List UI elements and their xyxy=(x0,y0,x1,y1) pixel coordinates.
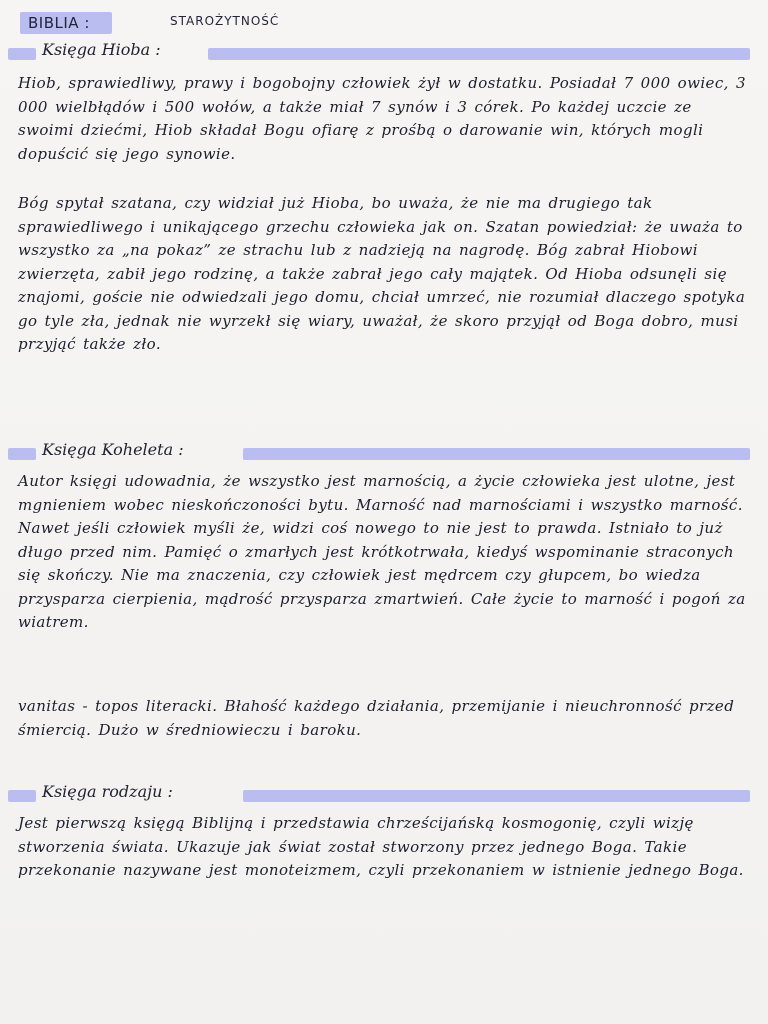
paragraph: Autor księgi udowadnia, że wszystko jest marnością, a życie człowieka jest ulotne, jest mgnieniem wobec nieskończoności bytu. Marność nad marnościami i wszystko marność. Nawet jeśli człowiek myśli że, widzi coś nowego to nie jest to prawda. Istniało to już długo przed nim. Pamięć o zmarłych jest krótkotrwała, kiedyś wspominanie straconych się skończy. Nie ma znaczenia, czy człowiek jest mędrcem czy głupcem, bo wiedza przysparza cierpienia, mądrość przysparza zmartwień. Całe życie to marność i pogoń za wiatrem. xyxy=(18,472,746,631)
section-head-rodzaju xyxy=(8,782,750,806)
section-marker xyxy=(8,448,36,460)
section-head-hiob xyxy=(8,40,750,64)
paragraph: vanitas - topos literacki. Błahość każdego działania, przemijanie i nieuchronność przed śmiercią. Dużo w średniowieczu i baroku. xyxy=(18,697,735,739)
section-marker xyxy=(8,790,36,802)
section-title: Księga Koheleta : xyxy=(42,440,184,459)
header-title-highlight xyxy=(20,12,112,34)
section-rule xyxy=(243,448,750,460)
header-subtitle: STAROŻYTNOŚĆ xyxy=(170,14,280,28)
paragraph: Jest pierwszą księgą Biblijną i przedstawia chrześcijańską kosmogonię, czyli wizję stworzenia świata. Ukazuje jak świat został stworzony przez jednego Boga. Takie przekonanie nazywane jest monoteizmem, czyli przekonaniem w istnienie jednego Boga. xyxy=(18,814,744,879)
section-rule xyxy=(243,790,750,802)
section-title: Księga rodzaju : xyxy=(42,782,173,801)
section-rule xyxy=(208,48,750,60)
section-head-kohelet xyxy=(8,440,750,464)
paragraph: Bóg spytał szatana, czy widział już Hioba, bo uważa, że nie ma drugiego tak sprawiedliwego i unikającego grzechu człowieka jak on. Szatan powiedział: że uważa to wszystko za „na pokaz” ze strachu lub z nadzieją na nagrodę. Bóg zabrał Hiobowi zwierzęta, zabił jego rodzinę, a także zabrał jego cały majątek. Od Hioba odsunęli się znajomi, goście nie odwiedzali jego domu, chciał umrzeć, nie rozumiał dlaczego spotyka go tyle zła, jednak nie wyrzekł się wiary, uważał, że skoro przyjął od Boga dobro, musi przyjąć także zło. xyxy=(18,194,746,353)
header-title: BIBLIA : xyxy=(28,14,90,32)
paragraph: Hiob, sprawiedliwy, prawy i bogobojny człowiek żył w dostatku. Posiadał 7 000 owiec, 3 000 wielbłądów i 500 wołów, a także miał 7 synów i 3 córek. Po każdej uczcie ze swoimi dziećmi, Hiob składał Bogu ofiarę z prośbą o darowanie win, których mogli dopuścić się jego synowie. xyxy=(18,74,746,163)
section-marker xyxy=(8,48,36,60)
section-title: Księga Hioba : xyxy=(42,40,161,59)
